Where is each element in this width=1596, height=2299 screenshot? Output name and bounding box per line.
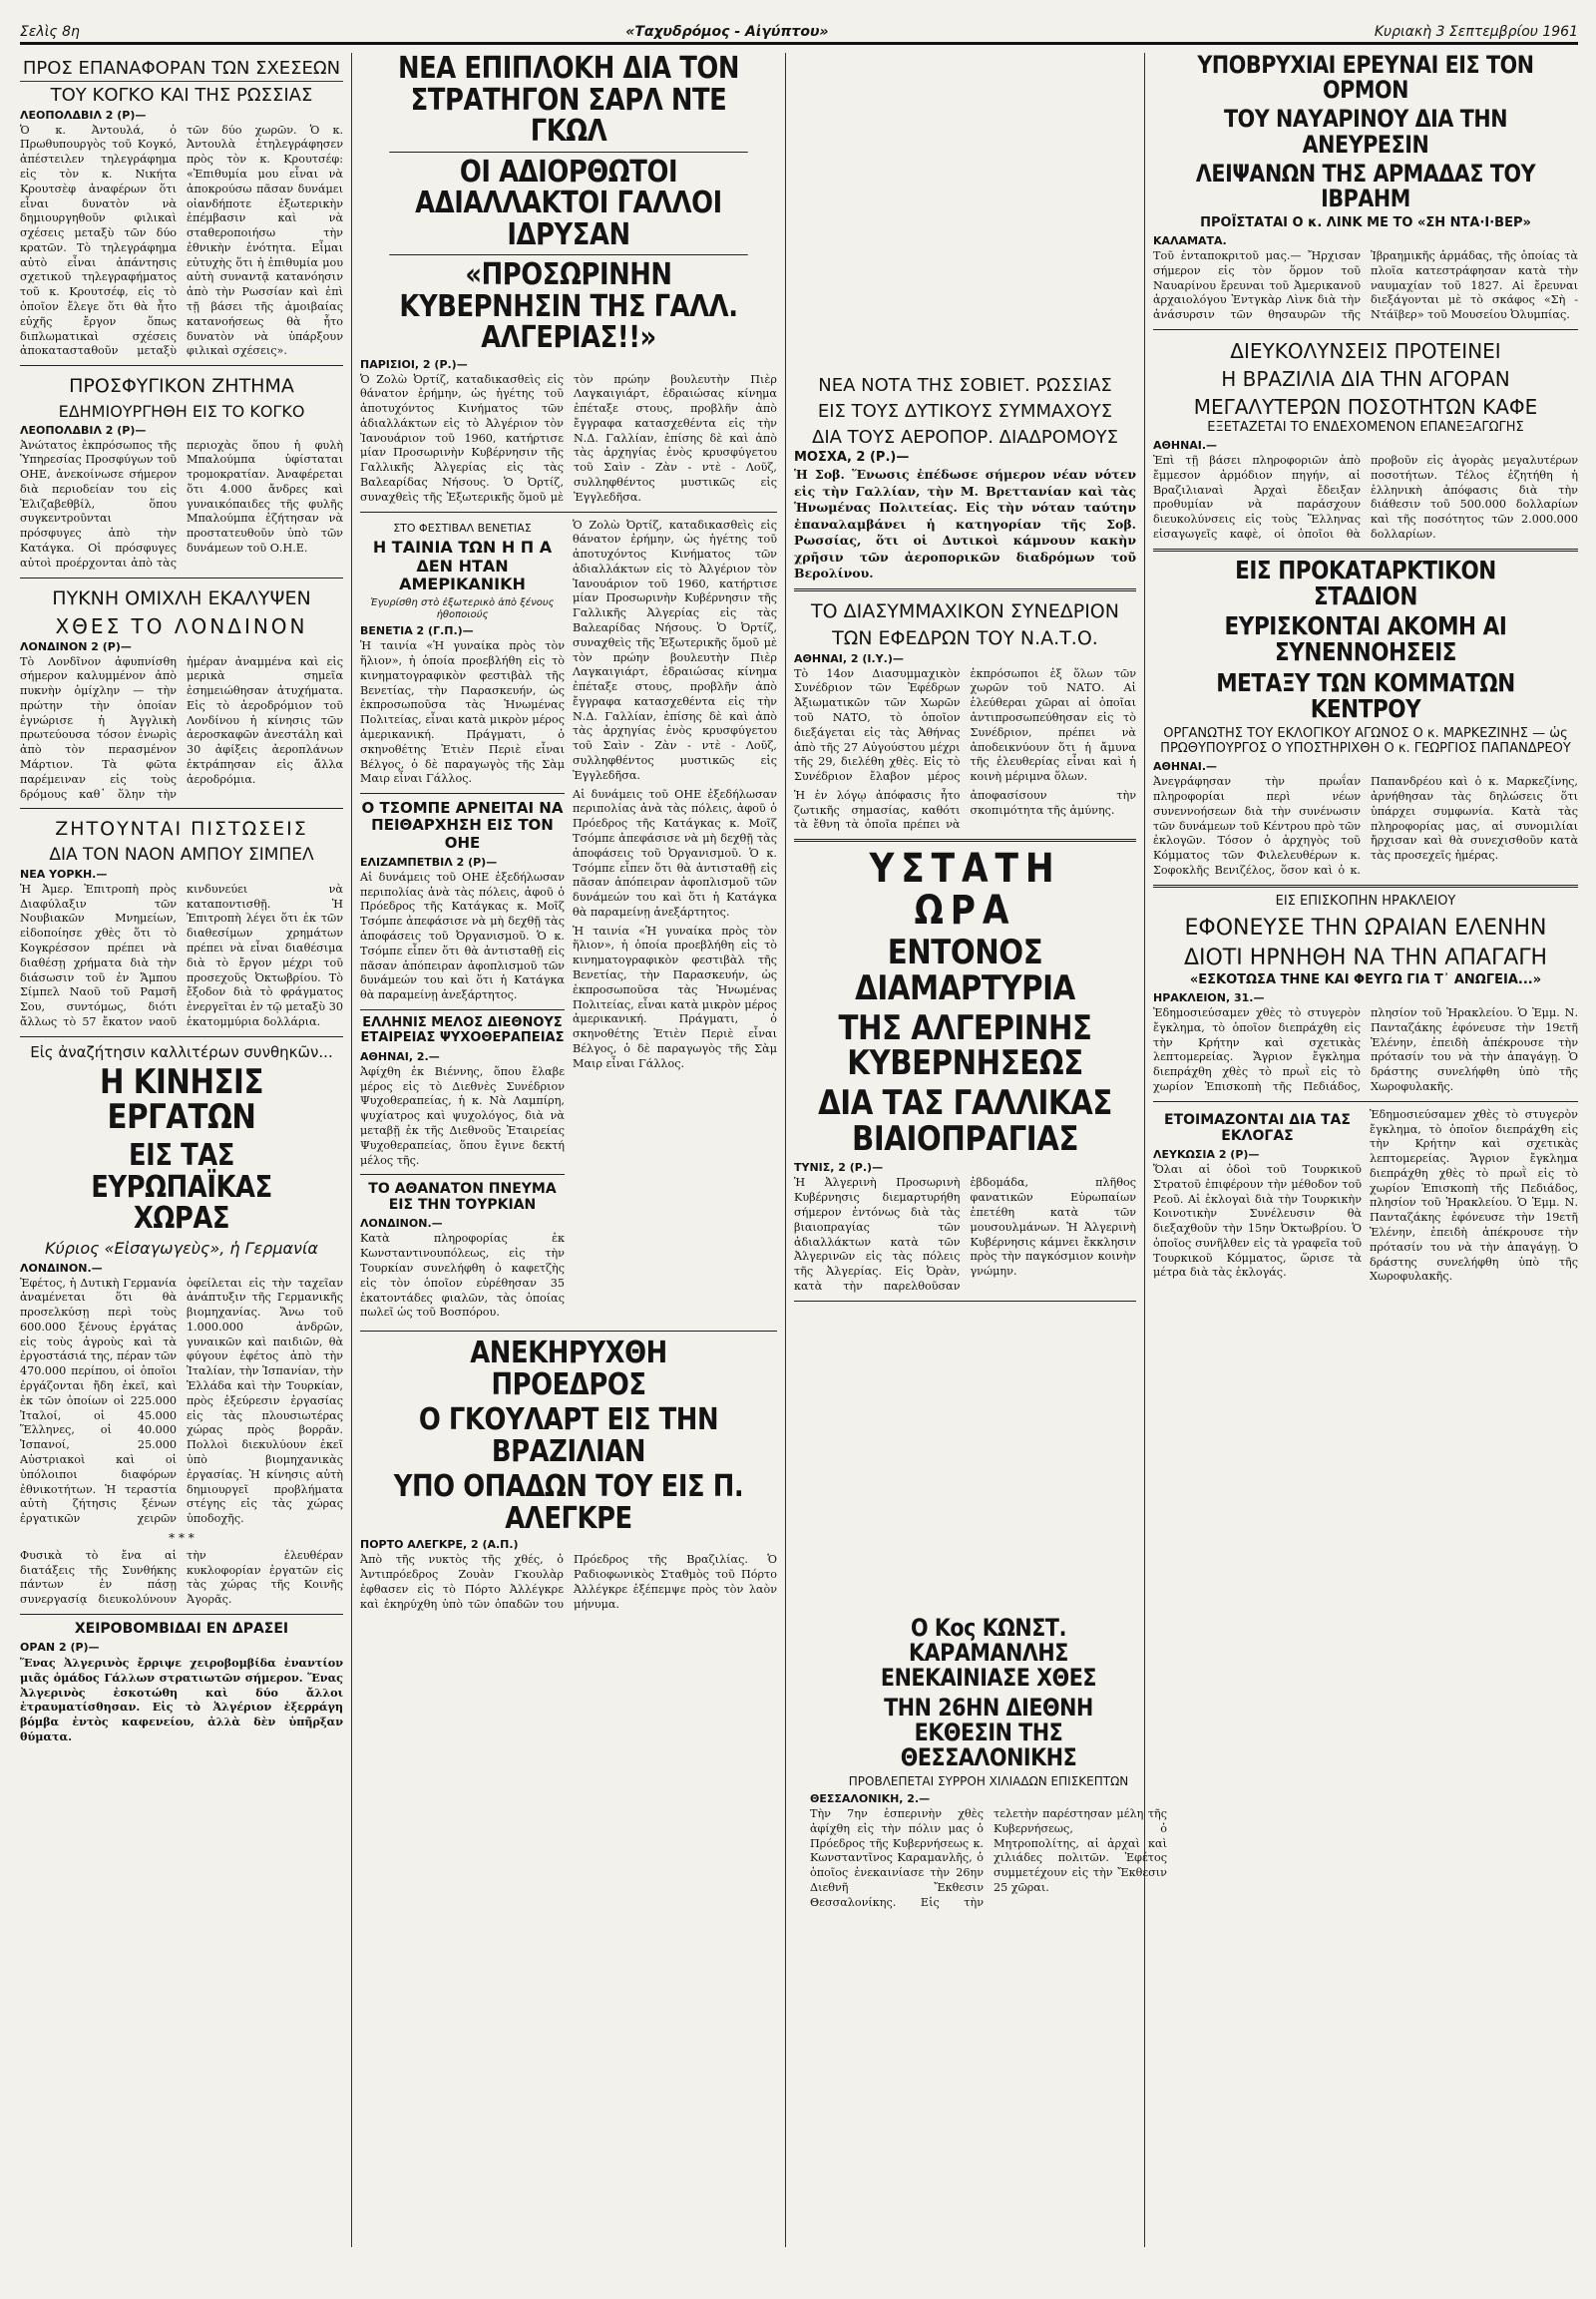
page-number: Σελὶς 8η bbox=[20, 24, 80, 40]
headline-alg-2: ΤΗΣ ΑΛΓΕΡΙΝΗΣ ΚΥΒΕΡΝΗΣΕΩΣ bbox=[838, 1007, 1092, 1084]
headline-brazil-1: ΑΝΕΚΗΡΥΧΘΗ ΠΡΟΕΔΡΟΣ bbox=[470, 1336, 667, 1402]
article-brazil: Ἀπὸ τῆς νυκτὸς τῆς χθές, ὁ Ἀντιπρόεδρος Ζουὰν Γκουλὰρ ἐφθασεν εἰς τὸ Πόρτο Ἀλλέγκρε καὶ ἐκηρύχθη ὑπὸ τῶν ὀπαδῶν του Πρόεδρος τῆς Βραζιλίας. Ὁ Ραδιοφωνικὸς Σταθμὸς τοῦ Πόρτο Ἀλλέγκρε ἐξέπεμψε πρὸς τὸν λαὸν μήνυμα. bbox=[360, 1553, 777, 1611]
dateline-brazil: ΠΟΡΤΟ ΑΛΕΓΚΡΕ, 2 (Α.Π.) bbox=[360, 1538, 519, 1552]
paper-name: «Ταχυδρόμος - Αἰγύπτου» bbox=[625, 24, 829, 40]
headline-london-2: ΧΘΕΣ ΤΟ ΛΟΝΔΙΝΟΝ bbox=[55, 613, 308, 638]
headline-nato-1: ΤΟ ΔΙΑΣΥΜΜΑΧΙΚΟΝ ΣΥΝΕΔΡΙΟΝ bbox=[811, 599, 1119, 622]
dateline-elect: ΛΕΥΚΩΣΙΑ 2 (Ρ)— bbox=[1153, 1147, 1260, 1161]
dateline-turkey: ΛΟΝΔΙΝΟΝ.— bbox=[360, 1217, 443, 1231]
headline-parties-2: ΕΥΡΙΣΚΟΝΤΑΙ ΑΚΟΜΗ ΑΙ ΣΥΝΕΝΝΟΗΣΕΙΣ bbox=[1224, 611, 1507, 667]
urgent-banner: ΥΣΤΑΤΗ ΩΡΑ bbox=[869, 846, 1061, 935]
headline-salan-2: ΟΙ ΑΔΙΟΡΘΩΤΟΙ ΑΔΙΑΛΛΑΚΤΟΙ ΓΑΛΛΟΙ ΙΔΡΥΣΑΝ bbox=[389, 152, 747, 251]
subhead-nav: ΠΡΟΪΣΤΑΤΑΙ Ο κ. ΛΙΝΚ ΜΕ ΤΟ «ΣΗ ΝΤΑ·Ι·ΒΕΡ» bbox=[1200, 215, 1531, 231]
article-nav: Τοῦ ἐνταποκριτοῦ μας.— Ἤρχισαν σήμερον εἰς τὸν ὅρμον τοῦ Ναυαρίνου ἔρευναι τοῦ Ἀμερικανοῦ ἀρχαιολόγου Ἐντγκὰρ Λὶνκ διὰ τὴν ἀνάσυρσιν τῶν θησαυρῶν τῆς Ἰβραημικῆς ἀρμάδας, τῆς ὁποίας τὰ πλοῖα κατεστράφησαν κατὰ τὴν ναυμαχίαν τοῦ 1827. Αἱ ἔρευναι διεξάγονται μὲ τὸ σκάφος «Σὴ - Ντάϊβερ» τοῦ Μουσείου Ὀλυμπίας. bbox=[1153, 249, 1578, 322]
column-2 bbox=[351, 53, 785, 2247]
dateline-refugee: ΛΕΟΠΟΛΔΒΙΛ 2 (Ρ)— bbox=[20, 423, 147, 437]
headline-workers-2: ΕΙΣ ΤΑΣ ΕΥΡΩΠΑΪΚΑΣ ΧΩΡΑΣ bbox=[91, 1138, 272, 1237]
kicker-festival: ΣΤΟ ΦΕΣΤΙΒΑΛ ΒΕΝΕΤΙΑΣ bbox=[393, 521, 532, 535]
dateline-tsombe: ΕΛΙΖΑΜΠΕΤΒΙΛ 2 (Ρ)— bbox=[360, 855, 498, 869]
headline-parties-1: ΕΙΣ ΠΡΟΚΑΤΑΡΚΤΙΚΟΝ ΣΤΑΔΙΟΝ bbox=[1235, 555, 1496, 610]
article-alg: Ἡ Ἀλγερινὴ Προσωρινὴ Κυβέρνησις διεμαρτυρήθη σήμερον ἐντόνως διὰ τὰς βιαιοπραγίας τῶν ἀδιαλλάκτων κατὰ τῶν Ἀλγερινῶν εἰς τὰς πόλεις τῆς Ἀλγερίας. Εἰς Ὀρὰν, κατὰ τὴν παρελθοῦσαν ἑβδομάδα, πλῆθος φανατικῶν Εὐρωπαίων ἐπετέθη κατὰ τῶν μουσουλμάνων. Ἡ Ἀλγερινὴ Κυβέρνησις κάμνει ἔκκλησιν πρὸς τὴν παγκόσμιον κοινὴν γνώμην. bbox=[794, 1176, 1136, 1293]
issue-date: Κυριακὴ 3 Σεπτεμβρίου 1961 bbox=[1374, 24, 1578, 40]
article-psych: Ἀφίχθη ἐκ Βιέννης, ὅπου ἔλαβε μέρος εἰς τὸ Διεθνὲς Συνέδριον Ψυχοθεραπείας, ἡ κ. Νὰ Λαμπίρη, ψυχίατρος καὶ ψυχολόγος, διὰ νὰ μεταβῇ ἐκ τῆς Διεθνοῦς Ἑταιρείας Ψυχοθεραπείας, ὅπου ἔγινε δεκτή μέλος τῆς. bbox=[360, 1064, 565, 1167]
subhead-workers: Κύριος «Εἰσαγωγεὺς», ἡ Γερμανία bbox=[45, 1238, 318, 1258]
headline-london-1: ΠΥΚΝΗ ΟΜΙΧΛΗ ΕΚΑΛΥΨΕΝ bbox=[52, 586, 311, 609]
dateline-psych: ΑΘΗΝΑΙ, 2.— bbox=[360, 1049, 440, 1063]
headline-nav-3: ΛΕΙΨΑΝΩΝ ΤΗΣ ΑΡΜΑΔΑΣ ΤΟΥ ΙΒΡΑΗΜ bbox=[1195, 159, 1536, 212]
headline-eleni-1: ΕΦΟΝΕΥΣΕ ΤΗΝ ΩΡΑΙΑΝ ΕΛΕΝΗΝ bbox=[1184, 915, 1547, 941]
headline-temple-1: ΖΗΤΟΥΝΤΑΙ ΠΙΣΤΩΣΕΙΣ bbox=[55, 818, 308, 841]
karamanlis-article bbox=[810, 1616, 1167, 1915]
dateline-festival: ΒΕΝΕΤΙΑ 2 (Γ.Π.)— bbox=[360, 624, 474, 638]
headline-eleni-2: ΔΙΟΤΙ ΗΡΝΗΘΗ ΝΑ ΤΗΝ ΑΠΑΓΑΓΗ bbox=[1183, 945, 1548, 970]
headline-karam-1: Ο Κος ΚΩΝΣΤ. ΚΑΡΑΜΑΝΛΗΣ ΕΝΕΚΑΙΝΙΑΣΕ ΧΘΕΣ bbox=[880, 1614, 1097, 1693]
salan-continuation bbox=[573, 519, 777, 1326]
article-parties: Ἀνεγράφησαν τὴν πρωΐαν πληροφορίαι περὶ νέων συνεννοήσεων διὰ τὴν συνένωσιν τῶν δυνάμεων τοῦ Κέντρου πρὸ τῶν ἐκλογῶν. Τόσον ὁ ἀρχηγὸς τοῦ Κόμματος τῶν Φιλελευθέρων κ. Σοφοκλῆς Βενιζέλος, ὅσον καὶ ὁ κ. Παπανδρέου καὶ ὁ κ. Μαρκεζίνης, ἀρνήθησαν τὰς δηλώσεις ὅτι ὑπάρχει συμφωνία. Κατὰ τὰς πληροφορίας μας, αἱ συνομιλίαι ἤρχισαν καὶ θὰ συνεχισθοῦν κατὰ τὰς προσεχεῖς ἡμέρας. bbox=[1153, 775, 1578, 877]
dateline-parties: ΑΘΗΝΑΙ.— bbox=[1153, 760, 1218, 774]
headline-elect: ΕΤΟΙΜΑΖΟΝΤΑΙ ΔΙΑ ΤΑΣ ΕΚΛΟΓΑΣ bbox=[1164, 1111, 1351, 1144]
dateline-nato: ΑΘΗΝΑΙ, 2 (Ι.Υ.)— bbox=[794, 651, 904, 665]
dateline-coffee: ΑΘΗΝΑΙ.— bbox=[1153, 439, 1218, 453]
stars-separator: * * * bbox=[169, 1530, 195, 1545]
kicker-workers: Εἰς ἀναζήτησιν καλλιτέρων συνθηκῶν... bbox=[30, 1042, 333, 1061]
newspaper-page bbox=[20, 18, 1578, 2262]
article-festival-cont: Ἡ ταινία «Ἡ γυναίκα πρὸς τὸν ἥλιον», ἡ ὁποία προεβλήθη εἰς τὸ κινηματογραφικὸν φεστιβὰλ τῆς Βενετίας, τὴν Παρασκευήν, ὡς ἐκπροσωποῦσα τὰς Ἡνωμένας Πολιτείας, εἶναι κατὰ μικρὸν μέρος ἀμερικανική. Πράγματι, ὁ σκηνοθέτης Ἐτιὲν Περιὲ εἶναι Βέλγος, ὁ δὲ παραγωγὸς τῆς Σὰμ Μαιρ εἶναι Γάλλος. bbox=[573, 924, 777, 1070]
article-nato-2: Ἡ ἐν λόγῳ ἀπόφασις ἦτο ζωτικῆς σημασίας, καθότι τὰ ἔθνη τὰ ὁποῖα πρέπει νὰ ἀποφασίσουν τὴν σκοπιμότητα τῆς ἀμύνης. bbox=[794, 788, 1136, 832]
article-eleni: Ἐδημοσιεύσαμεν χθὲς τὸ στυγερὸν ἔγκλημα, τὸ ὁποῖον διεπράχθη εἰς τὴν Κρήτην καὶ σχετικὰς λεπτομερείας. Ἄγριον ἔγκλημα διεπράχθη χθὲς τὸ πρωῒ εἰς τὸ χωρίον Ἐπισκοπὴ τῆς Πεδιάδος, πλησίον τοῦ Ἡρακλείου. Ὁ Ἐμμ. Ν. Πανταζάκης ἐφόνευσε τὴν 19ετῆ Ἑλένην, ἐπειδὴ ἀπέκρουσε τὴν πρότασίν του νὰ τὴν ἀπαγάγῃ. Ὁ δράστης συνελήφθη ὑπὸ τῆς Χωροφυλακῆς. bbox=[1153, 1006, 1578, 1093]
article-temple: Ἡ Ἀμερ. Ἐπιτροπὴ πρὸς Διαφύλαξιν τῶν Νουβιακῶν Μνημείων, εἰδοποίησε χθὲς ὅτι τὸ Κογκρέσσον πρέπει νὰ διαθέσῃ χρήματα διὰ τὴν διάσωσιν τοῦ ἐν Ἄμπου Σίμπελ Ναοῦ τοῦ Ραμσῆ Σου, συντόμως, διότι ἄλλως τὸ 57 ἔκατον ναοῦ κινδυνεύει νὰ καταποντισθῇ. Ἡ Ἐπιτροπὴ λέγει ὅτι ἐκ τῶν διαθεσίμων χρημάτων πρέπει νὰ εἶναι διαθέσιμα διὰ τὸ ἔργον μέχρι τοῦ προσεχοῦς Ὀκτωβρίου. Τὸ ἔξοδον διὰ τὸ φράγματος ἐνεργεῖται ἐν τῷ μεταξὺ 30 ἑκατομμύρια δολλάρια. bbox=[20, 882, 343, 1028]
article-workers: Ἐφέτος, ἡ Δυτικὴ Γερμανία ἀναμένεται ὅτι θὰ προσελκύσῃ περὶ τοὺς 600.000 ξένους ἐργάτας εἰς τοὺς ἀγροὺς καὶ τὰ ἐργοστάσιά της, πέραν τῶν 470.000 περίπου, οἱ ὁποῖοι ἐργάζονται ἤδη ἐκεῖ, καὶ ἐκ τῶν ὁποίων οἱ 225.000 Ἰταλοί, οἱ 45.000 Ἕλληνες, οἱ 40.000 Ἱσπανοί, 25.000 Αὐστριακοὶ καὶ οἱ ὑπόλοιποι διαφόρων ἐθνικοτήτων. Ἡ τεραστία αὐτὴ ζήτησις ξένων ἐργατικῶν χειρῶν ὀφείλεται εἰς τὴν ταχεῖαν ἀνάπτυξιν τῆς Γερμανικῆς βιομηχανίας. Ἄνω τοῦ 1.000.000 ἀνδρῶν, γυναικῶν καὶ παιδιῶν, θὰ φύγουν ἐφέτος ἀπὸ τὴν Ἰταλίαν, τὴν Ἱσπανίαν, τὴν Ἑλλάδα καὶ τὴν Τουρκίαν, πρὸς ἐξεύρεσιν ἐργασίας εἰς τὰς πλουσιωτέρας χώρας πρὸς βορρᾶν. Πολλοὶ διεκυλύουν ἐκεῖ ὑπὸ βιομηχανικὰς ἐργασίας. Ἡ κίνησις αὐτὴ δημιουργεῖ προβλήματα στέγης εἰς τὰς χώρας ὑποδοχῆς. bbox=[20, 1276, 343, 1526]
article-tsombe-cont: Αἱ δυνάμεις τοῦ ΟΗΕ ἐξεδήλωσαν περιπολίας ἀνὰ τὰς πόλεις, ἀφοῦ ὁ Πρόεδρος τῆς Κατάγκας κ. Μοῖζ Τσόμπε ἀπεφάσισε νὰ μὴ δεχθῇ τὰς ἀποφάσεις τοῦ Ὀργανισμοῦ. Ὁ κ. Τσόμπε εἶπεν ὅτι θὰ ἀντισταθῇ εἰς πᾶσαν ἀπόπειραν ἀφοπλισμοῦ τῶν δυνάμεών του καὶ ὅτι ἡ Κατάγκα θὰ παραμείνῃ ἀνεξάρτητος. bbox=[573, 787, 777, 919]
headline-salan-3: «ΠΡΟΣΩΡΙΝΗΝ ΚΥΒΕΡΝΗΣΙΝ ΤΗΣ ΓΑΛΛ. ΑΛΓΕΡΙΑΣ!!» bbox=[389, 254, 747, 354]
headline-parties-3: ΜΕΤΑΞΥ ΤΩΝ ΚΟΜΜΑΤΩΝ ΚΕΝΤΡΟΥ bbox=[1216, 667, 1515, 723]
headline-festival: Η ΤΑΙΝΙΑ ΤΩΝ Η Π Α ΔΕΝ ΗΤΑΝ ΑΜΕΡΙΚΑΝΙΚΗ bbox=[372, 538, 553, 593]
column-3 bbox=[785, 53, 1144, 2247]
dateline-karam: ΘΕΣΣΑΛΟΝΙΚΗ, 2.— bbox=[810, 1792, 931, 1806]
article-workers-2: Φυσικὰ τὸ ἔνα αἱ διατάξεις τῆς Συνθήκης πάντων ἐν πάσῃ συνεργασίᾳ διευκολύνουν τὴν ἐλευθέραν κυκλοφορίαν ἐργατῶν εἰς τὰς χώρας τῆς Κοινῆς Ἀγορᾶς. bbox=[20, 1548, 343, 1607]
headline-workers-1: Η ΚΙΝΗΣΙΣ ΕΡΓΑΤΩΝ bbox=[99, 1061, 264, 1138]
headline-coffee-2: Η ΒΡΑΖΙΛΙΑ ΔΙΑ ΤΗΝ ΑΓΟΡΑΝ bbox=[1221, 367, 1510, 392]
headline-refugee-1: ΠΡΟΣΦΥΓΙΚΟΝ ΖΗΤΗΜΑ bbox=[69, 375, 294, 398]
headline-nato-2: ΤΩΝ ΕΦΕΔΡΩΝ ΤΟΥ Ν.Α.Τ.Ο. bbox=[832, 626, 1098, 649]
dateline-oran: ΟΡΑΝ 2 (Ρ)— bbox=[20, 1641, 100, 1655]
column-1 bbox=[20, 53, 351, 2247]
dateline-salan: ΠΑΡΙΣΙΟΙ, 2 (Ρ.)— bbox=[360, 357, 468, 371]
subhead-coffee: ΕΞΕΤΑΖΕΤΑΙ ΤΟ ΕΝΔΕΧΟΜΕΝΟΝ ΕΠΑΝΕΞΑΓΩΓΗΣ bbox=[1207, 420, 1524, 436]
headline-karam-2: ΤΗΝ 26ΗΝ ΔΙΕΘΝΗ ΕΚΘΕΣΙΝ ΤΗΣ ΘΕΣΣΑΛΟΝΙΚΗΣ bbox=[884, 1693, 1093, 1771]
headline-temple-2: ΔΙΑ ΤΟΝ ΝΑΟΝ ΑΜΠΟΥ ΣΙΜΠΕΛ bbox=[49, 845, 314, 866]
headline-brazil-2: Ο ΓΚΟΥΛΑΡΤ ΕΙΣ ΤΗΝ ΒΡΑΖΙΛΙΑΝ bbox=[418, 1402, 719, 1469]
article-coffee: Ἐπὶ τῇ βάσει πληροφοριῶν ἀπὸ ἔμμεσον ἀρμόδιον πηγήν, αἱ Βραζιλιαναὶ Ἀρχαὶ ἔδειξαν προθυμίαν νὰ παράσχουν διευκολύνσεις εἰς τοὺς Ἕλληνας εἰσαγωγεῖς καφὲ, οἱ ὁποῖοι θὰ προβοῦν εἰς ἀγορὰς μεγαλυτέρων ποσοτήτων. Τέλος ἐζητήθη ἡ ἑλληνικὴ ἀπόφασις διὰ τὴν διάθεσιν τοῦ 500.000 δολλαρίων καὶ τῆς ποσότητος τῶν 2.000.000 δολλαρίων. bbox=[1153, 454, 1578, 541]
article-eleni-cont: Ἐδημοσιεύσαμεν χθὲς τὸ στυγερὸν ἔγκλημα, τὸ ὁποῖον διεπράχθη εἰς τὴν Κρήτην καὶ σχετικὰς λεπτομερείας. Ἄγριον ἔγκλημα διεπράχθη χθὲς τὸ πρωῒ εἰς τὸ χωρίον Ἐπισκοπὴ τῆς Πεδιάδος, πλησίον τοῦ Ἡρακλείου. Ὁ Ἐμμ. Ν. Πανταζάκης ἐφόνευσε τὴν 19ετῆ Ἑλένην, ἐπειδὴ ἀπέκρουσε τὴν πρότασίν του νὰ τὴν ἀπαγάγῃ. Ὁ δράστης συνελήφθη ὑπὸ τῆς Χωροφυλακῆς. bbox=[1370, 1107, 1578, 1284]
article-oran: Ἕνας Ἀλγερινὸς ἔρριψε χειροβομβίδα ἐναντίον μιᾶς ὁμάδος Γάλλων στρατιωτῶν σήμερον. Ἕνας Ἀλγερινὸς ἐσκοτώθη καὶ δύο ἄλλοι ἐτραυματίσθησαν. Εἰς τὸ Ἀλγέριον ἐξερράγη βόμβα ἐντὸς καφενείου, ἀλλὰ δὲν ὑπῆρξαν θύματα. bbox=[20, 1656, 343, 1743]
article-nato: Τὸ 14ον Διασυμμαχικὸν Συνέδριον τῶν Ἐφέδρων Ἀξιωματικῶν τῶν Χωρῶν τοῦ ΝΑΤΟ, τὸ ὁποῖον διεξάγεται εἰς τὰς Ἀθήνας ἀπὸ τῆς 27 Αὐγούστου μέχρι τῆς 29, διελέθη χθὲς. Εἰς τὸ Συνέδριον ἔλαβον μέρος ἐκπρόσωποι ἐξ ὅλων τῶν χωρῶν τοῦ ΝΑΤΟ. Αἱ ἐλεύθεραι χῶραι αἱ ὁποῖαι ἀντιπροσωπεύθησαν εἰς τὸ Συνέδριον, πρέπει νὰ ἀποδεικνύουν ὅτι ἡ ἄμυνα τῆς ἐλευθερίας εἶναι καὶ ἡ κοινὴ μέριμνα ὅλων. bbox=[794, 666, 1136, 784]
subhead-parties: ΟΡΓΑΝΩΤΗΣ ΤΟΥ ΕΚΛΟΓΙΚΟΥ ΑΓΩΝΟΣ Ο κ. ΜΑΡΚΕΖΙΝΗΣ — ὡς ΠΡΩΘΥΠΟΥΡΓΟΣ Ο ΥΠΟΣΤΗΡΙΧΘΗ Ο κ. ΓΕΩΡΓΙΟΣ ΠΑΠΑΝΔΡΕΟΥ bbox=[1160, 726, 1571, 757]
headline-coffee-1: ΔΙΕΥΚΟΛΥΝΣΕΙΣ ΠΡΟΤΕΙΝΕΙ bbox=[1230, 339, 1501, 364]
subhead-eleni: «ΕΣΚΟΤΩΣΑ ΤΗΝΕ ΚΑΙ ΦΕΥΓΩ ΓΙΑ Τ᾽ ΑΝΩΓΕΙΑ...» bbox=[1189, 972, 1542, 988]
elections-box bbox=[1153, 1108, 1362, 1289]
dateline-workers: ΛΟΝΔΙΝΟΝ.— bbox=[20, 1261, 103, 1275]
article-turkey: Κατὰ πληροφορίας ἐκ Κωνσταντινουπόλεως, εἰς τὴν Τουρκίαν συνελήφθη ὁ καφετζὴς εἰς τὸν ὁποῖον εὑρέθησαν 35 ἑκατοντάδες φιαλῶν, τὰς ὁποίας πωλεῖ ὡς τοῦ Βοσπόρου. bbox=[360, 1232, 565, 1320]
headline-kogko-1: ΠΡΟΣ ΕΠΑΝΑΦΟΡΑΝ ΤΩΝ ΣΧΕΣΕΩΝ bbox=[22, 58, 341, 79]
headline-salan-1: ΝΕΑ ΕΠΙΠΛΟΚΗ ΔΙΑ ΤΟΝ ΣΤΡΑΤΗΓΟΝ ΣΑΡΛ ΝΤΕ ΓΚΩΛ bbox=[397, 53, 740, 149]
headline-turkey: ΤΟ ΑΘΑΝΑΤΟΝ ΠΝΕΥΜΑ ΕΙΣ ΤΗΝ ΤΟΥΡΚΙΑΝ bbox=[368, 1181, 557, 1214]
masthead bbox=[20, 18, 1578, 45]
subhead-festival: Ἐγυρίσθη στὸ ἐξωτερικὸ ἀπὸ ξένους ἠθοποιούς bbox=[370, 597, 555, 620]
headline-psych: ΕΛΛΗΝΙΣ ΜΕΛΟΣ ΔΙΕΘΝΟΥΣ ΕΤΑΙΡΕΙΑΣ ΨΥΧΟΘΕΡΑΠΕΙΑΣ bbox=[360, 1014, 565, 1045]
dateline-alg: ΤΥΝΙΣ, 2 (Ρ.)— bbox=[794, 1161, 884, 1175]
headline-refugee-2: ΕΔΗΜΙΟΥΡΓΗΘΗ ΕΙΣ ΤΟ ΚΟΓΚΟ bbox=[58, 401, 305, 421]
kicker-eleni: ΕΙΣ ΕΠΙΣΚΟΠΗΝ ΗΡΑΚΛΕΙΟΥ bbox=[1275, 893, 1456, 909]
headline-sov-3: ΔΙΑ ΤΟΥΣ ΑΕΡΟΠΟΡ. ΔΙΑΔΡΟΜΟΥΣ bbox=[812, 426, 1118, 448]
article-festival: Ἡ ταινία «Ἡ γυναίκα πρὸς τὸν ἥλιον», ἡ ὁποία προεβλήθη εἰς τὸ κινηματογραφικὸν φεστιβὰλ τῆς Βενετίας, τὴν Παρασκευήν, ὡς ἐκπροσωποῦσα τὰς Ἡνωμένας Πολιτείας, εἶναι κατὰ μικρὸν μέρος ἀμερικανική. Πράγματι, ὁ σκηνοθέτης Ἐτιὲν Περιὲ εἶναι Βέλγος, ὁ δὲ παραγωγὸς τῆς Σὰμ Μαιρ εἶναι Γάλλος. bbox=[360, 639, 565, 786]
dateline-eleni: ΗΡΑΚΛΕΙΟΝ, 31.— bbox=[1153, 991, 1265, 1005]
sidebar-stories bbox=[360, 519, 565, 1326]
headline-sov-2: ΕΙΣ ΤΟΥΣ ΔΥΤΙΚΟΥΣ ΣΥΜΜΑΧΟΥΣ bbox=[817, 400, 1113, 422]
headline-coffee-3: ΜΕΓΑΛΥΤΕΡΩΝ ΠΟΣΟΤΗΤΩΝ ΚΑΦΕ bbox=[1193, 395, 1538, 420]
headline-nav-1: ΥΠΟΒΡΥΧΙΑΙ ΕΡΕΥΝΑΙ ΕΙΣ ΤΟΝ ΟΡΜΟΝ bbox=[1197, 53, 1534, 105]
article-london: Τὸ Λονδῖνον ἀφυπνίσθη σήμερον καλυμμένον ἀπὸ πυκνὴν ὁμίχλην — τὴν πρώτην τὴν ὁποίαν ἐγνώρισε ἡ Ἀγγλικὴ πρωτεύουσα τόσον ἐνωρὶς ἀπὸ τὸν περασμένον Μάρτιον. Τὰ φῶτα παρέμειναν εἰς τοὺς δρόμους καθ᾽ ὅλην τὴν ἡμέραν ἀναμμένα καὶ εἰς μερικὰ σημεῖα ἐσημειώθησαν ἀτυχήματα. Εἰς τὸ ἀεροδρόμιον τοῦ Λονδίνου ἡ κίνησις τῶν ἀεροσκαφῶν ἀνεστάλη καὶ 30 ἀφίξεις ἀεροπλάνων ἐκτράπησαν εἰς ἄλλα ἀεροδρόμια. bbox=[20, 654, 343, 801]
article-refugee: Ἀνώτατος ἐκπρόσωπος τῆς Ὑπηρεσίας Προσφύγων τοῦ ΟΗΕ, ἀνεκοίνωσε σήμερον διὰ περιοδείαν του εἰς Ἐλιζαβεθβίλ, ὅπου συγκεντροῦνται πρόσφυγες ἀπὸ τὴν Κατάγκα. Οἱ πρόσφυγες αὐτοὶ προέρχονται ἀπὸ τὰς περιοχὰς ὅπου ἡ φυλὴ Μπαλούμπα ὑφίσταται τρομοκρατίαν. Ἀναφέρεται ὅτι 4.000 ἄνδρες καὶ γυναικόπαιδες τῆς φυλῆς Μπαλούμπα ἐζήτησαν νὰ προστατευθοῦν ὑπὸ τῶν δυνάμεων τοῦ Ο.Η.Ε. bbox=[20, 438, 343, 570]
article-karam: Τὴν 7ην ἑσπερινὴν χθὲς ἀφίχθη εἰς τὴν πόλιν μας ὁ Πρόεδρος τῆς Κυβερνήσεως κ. Κωνσταντῖνος Καραμανλῆς, ὁ ὁποῖος ἐνεκαινίασε τὴν 26ην Διεθνῆ Ἔκθεσιν Θεσσαλονίκης. Εἰς τὴν τελετὴν παρέστησαν μέλη τῆς Κυβερνήσεως, ὁ Μητροπολίτης, αἱ ἀρχαὶ καὶ χιλιάδες πολιτῶν. Ἐφέτος συμμετέχουν εἰς τὴν Ἔκθεσιν 25 χῶραι. bbox=[810, 1807, 1167, 1909]
headline-nav-2: ΤΟΥ ΝΑΥΑΡΙΝΟΥ ΔΙΑ ΤΗΝ ΑΝΕΥΡΕΣΙΝ bbox=[1223, 105, 1508, 159]
eleni-continuation bbox=[1370, 1108, 1578, 1289]
article-salan-cont: Ὁ Ζολὼ Ὀρτίζ, καταδικασθεὶς εἰς θάνατον ἐρήμην, ὡς ἡγέτης τοῦ ἀποτυχόντος Κινήματος τῶν ἀδιαλλάκτων εἰς τὸ Ἀλγέριον τὸν Ἰανουάριον τοῦ 1960, κατήρτισε μίαν Προσωρινὴν Κυβέρνησιν τῆς Γαλλικῆς Ἀλγερίας εἰς τὰς Βαλεαρίδας Νήσους. Ὁ Ὀρτίζ, συναχθεὶς τῆς Ἐξωτερικῆς ὅμοῦ μὲ τὸν πρώην βουλευτὴν Πιὲρ Λαγκαιγιάρτ, ἐδραιώσας κίνημα ἐπέταξε στους, προβλῆν ἀπὸ ἔγγραφα κατασχεθέντα εἰς τὴν Ν.Δ. Γαλλίαν, ἐπίσης δὲ καὶ ἀπὸ τὰς ἀρχηγίας ἐνὸς κρυσφύγετου τοῦ Σαὶν - Ζὰν - ντὲ - Λοῦζ, συλληφθέντος μυστικῶς εἰς Ἐγγλεδῆσα. bbox=[573, 518, 777, 782]
headline-sov-1: ΝΕΑ ΝΟΤΑ ΤΗΣ ΣΟΒΙΕΤ. ΡΩΣΣΙΑΣ bbox=[818, 375, 1112, 396]
article-salan: Ὁ Ζολὼ Ὀρτίζ, καταδικασθεὶς εἰς θάνατον ἐρήμην, ὡς ἡγέτης τοῦ ἀποτυχόντος Κινήματος τῶν ἀδιαλλάκτων εἰς τὸ Ἀλγέριον τὸν Ἰανουάριον τοῦ 1960, κατήρτισε μίαν Προσωρινὴν Κυβέρνησιν τῆς Γαλλικῆς Ἀλγερίας εἰς τὰς Βαλεαρίδας Νήσους. Ὁ Ὀρτίζ, συναχθεὶς τῆς Ἐξωτερικῆς ὅμοῦ μὲ τὸν πρώην βουλευτὴν Πιὲρ Λαγκαιγιάρτ, ἐδραιώσας κίνημα ἐπέταξε στους, προβλῆν ἀπὸ ἔγγραφα κατασχεθέντα εἰς τὴν Ν.Δ. Γαλλίαν, ἐπίσης δὲ καὶ ἀπὸ τὰς ἀρχηγίας ἐνὸς κρυσφύγετου τοῦ Σαὶν - Ζὰν - ντὲ - Λοῦζ, συλληφθέντος μυστικῶς εἰς Ἐγγλεδῆσα. bbox=[360, 372, 777, 504]
article-elect: Ὅλαι αἱ ὁδοὶ τοῦ Τουρκικοῦ Στρατοῦ ἐπιφέρουν τὴν μέθοδον τοῦ Ρεοῦ. Αἱ ἐκλογαὶ διὰ τὴν Τουρκικὴν Κοινοτικὴν Συνέλευσιν θὰ διεξαχθοῦν τὴν 15ην Ὀκτωβρίου. Ὁ ὁποῖος συνῆλθεν εἰς τὰ γραφεῖα τοῦ Τουρκικοῦ Κόμματος, ὥρισε τὰ μέτρα διὰ τὰς ἐκλογάς. bbox=[1153, 1162, 1362, 1280]
dateline-sov: ΜΟΣΧΑ, 2 (Ρ.)— bbox=[794, 450, 910, 466]
article-tsombe: Αἱ δυνάμεις τοῦ ΟΗΕ ἐξεδήλωσαν περιπολίας ἀνὰ τὰς πόλεις, ἀφοῦ ὁ Πρόεδρος τῆς Κατάγκας κ. Μοῖζ Τσόμπε ἀπεφάσισε νὰ μὴ δεχθῇ τὰς ἀποφάσεις τοῦ Ὀργανισμοῦ. Ὁ κ. Τσόμπε εἶπεν ὅτι θὰ ἀντισταθῇ εἰς πᾶσαν ἀπόπειραν ἀφοπλισμοῦ τῶν δυνάμεών του καὶ ὅτι ἡ Κατάγκα θὰ παραμείνῃ ἀνεξάρτητος. bbox=[360, 870, 565, 1002]
headline-tsombe: Ο ΤΣΟΜΠΕ ΑΡΝΕΙΤΑΙ ΝΑ ΠΕΙΘΑΡΧΗΣΗ ΕΙΣ ΤΟΝ ΟΗΕ bbox=[361, 799, 564, 852]
subhead-karam: ΠΡΟΒΛΕΠΕΤΑΙ ΣΥΡΡΟΗ ΧΙΛΙΑΔΩΝ ΕΠΙΣΚΕΠΤΩΝ bbox=[848, 1774, 1129, 1789]
column-4 bbox=[1144, 53, 1578, 2247]
headline-alg-1: ΕΝΤΟΝΟΣ ΔΙΑΜΑΡΤΥΡΙΑ bbox=[855, 933, 1075, 1008]
dateline-london: ΛΟΝΔΙΝΟΝ 2 (Ρ)— bbox=[20, 639, 132, 653]
article-sov: Ἡ Σοβ. Ἕνωσις ἐπέδωσε σήμερον νέαν νότεν εἰς τὴν Γαλλίαν, τὴν Μ. Βρεττανίαν καὶ τὰς Ἡνωμένας Πολιτείας. Εἰς τὴν νόταν ταύτην ἐπαναλαμβάνει ἡ κατηγορίαν τῆς Σοβ. Ρωσσίας, ὅτι οἱ Δυτικοὶ κάμνουν κακὴν χρῆσιν τῶν ἀεροπορικῶν διαδρόμων τοῦ Βερολίνου. bbox=[794, 467, 1136, 581]
headline-brazil-3: ΥΠΟ ΟΠΑΔΩΝ ΤΟΥ ΕΙΣ Π. ΑΛΕΓΚΡΕ bbox=[393, 1469, 744, 1536]
headline-kogko-2: ΤΟΥ ΚΟΓΚΟ ΚΑΙ ΤΗΣ ΡΩΣΣΙΑΣ bbox=[20, 81, 343, 106]
dateline-nav: ΚΑΛΑΜΑΤΑ. bbox=[1153, 234, 1227, 248]
dateline-temple: ΝΕΑ ΥΟΡΚΗ.— bbox=[20, 867, 108, 881]
headline-oran: ΧΕΙΡΟΒΟΜΒΙΔΑΙ ΕΝ ΔΡΑΣΕΙ bbox=[74, 1620, 289, 1637]
article-kogko: Ὁ κ. Ἀντουλά, ὁ Πρωθυπουργὸς τοῦ Κογκό, ἀπέστειλεν τηλεγράφημα εἰς τὸν κ. Νικήτα Κρουτσὲφ ἀναφέρων ὅτι εἶναι δυνατὸν νὰ δημιουργηθοῦν φιλικαὶ σχέσεις μεταξὺ τῶν δύο κρατῶν. Τὸ τηλεγράφημα αὐτὸ εἶναι ἀπάντησις σχετικοῦ τηλεγραφήματος τοῦ κ. Κρουτσέφ, εἰς τὸ ὁποῖον ἔλεγε ὅτι θὰ ἦτο εὐχῆς ἔργον ὅπως διπλωματικαὶ σχέσεις ἀποκατασταθοῦν μεταξὺ τῶν δύο χωρῶν. Ὁ κ. Ἀντουλὰ ἐτηλεγράφησεν πρὸς τὸν κ. Κρουτσέφ: «Ἐπιθυμία μου εἶναι νὰ ἀποκρούσω πᾶσαν δυνάμει οἱανδήποτε ἐξωτερικὴν ἐπέμβασιν καὶ νὰ σταθεροποιήσω τὴν ἐθνικὴν ἑνότητα. Εἶμαι εὐτυχὴς ὅτι ἡ ἐπιθυμία μου αὐτὴ συναντᾷ κατανόησιν ἀπὸ τὴν Ρωσσίαν καὶ ἐπὶ τῇ βάσει τῆς ἀμοιβαίας κατανοήσεως θὰ ἦτο δυνατὸν νὰ ὑπάρξουν φιλικαὶ σχέσεις». bbox=[20, 123, 343, 358]
headline-alg-3: ΔΙΑ ΤΑΣ ΓΑΛΛΙΚΑΣ ΒΙΑΙΟΠΡΑΓΙΑΣ bbox=[818, 1083, 1112, 1159]
dateline-kogko: ΛΕΟΠΟΛΔΒΙΛ 2 (Ρ)— bbox=[20, 108, 147, 122]
